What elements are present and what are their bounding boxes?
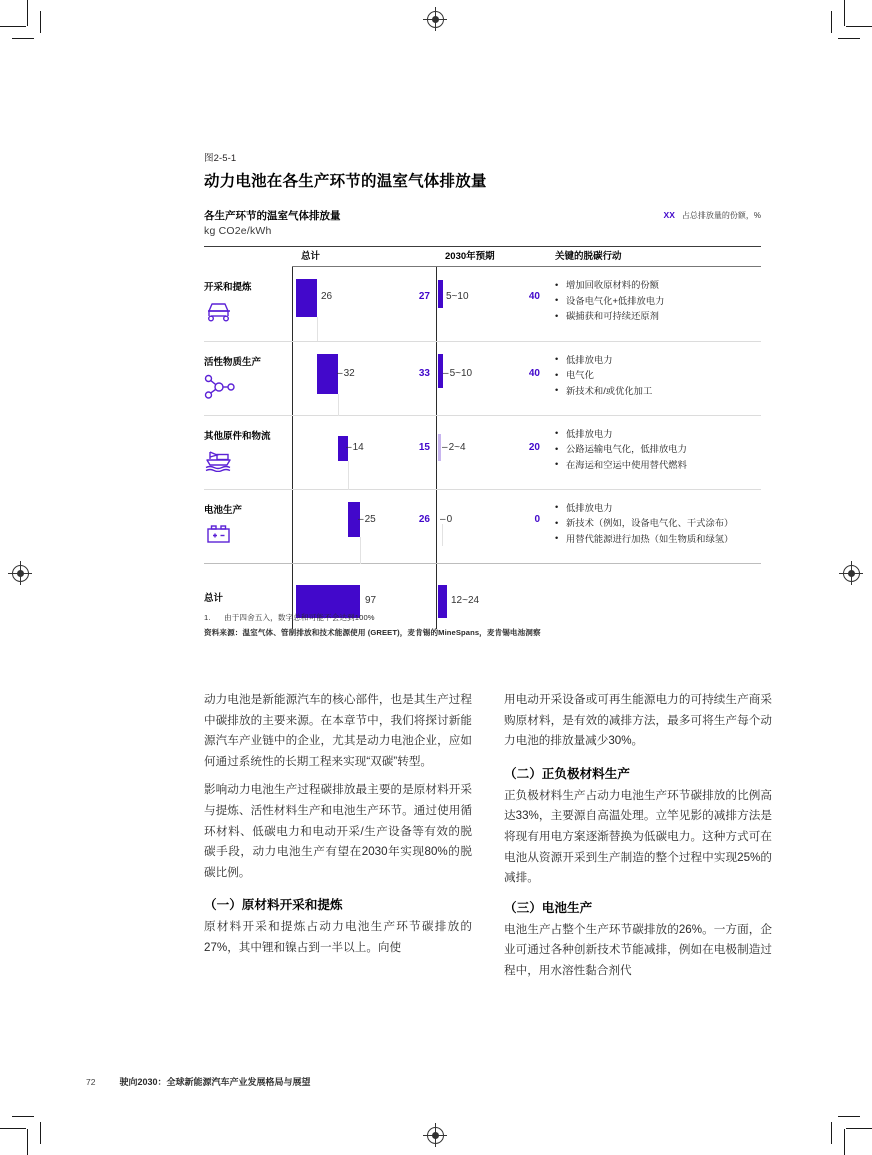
row-total-cell [292,267,436,341]
mining-truck-icon [204,299,292,328]
bar-value-label: – 32 [337,368,355,379]
list-item: • 在海运和空运中使用替代燃料 [555,458,761,474]
table-row [204,415,761,489]
row-actions-cell [546,415,761,489]
trim-mark-tr-v [831,11,832,33]
header-total: 总计 [292,247,436,267]
axis-line-total [292,490,293,563]
crop-mark-tr-v [844,0,845,26]
connector-line [360,537,361,564]
trim-mark-tl-v [40,11,41,33]
crop-mark-br-h [846,1128,872,1129]
body-text [204,690,772,990]
paragraph: 影响动力电池生产过程碳排放最主要的是原材料开采与提炼、活性材料生产和电池生产环节。通过使用循环材料、低碳电力和电动开采/生产设备等有效的脱碳手段，动力电池生产有望在2030年实现80%的脱碳比例。 [204,783,472,879]
row-stage-cell [204,267,292,341]
section-heading: （一）原材料开采和提炼 [204,898,343,913]
row-actions-cell [546,341,761,415]
bar-percent-label: 15 [418,441,430,453]
axis-line-total [292,267,293,341]
row-total-cell [292,341,436,415]
body-column-left [204,690,472,990]
total-2030-value-label: 12~24 [451,594,480,606]
registration-mark-bottom [427,1127,444,1144]
stage-label: 其他原件和物流 [204,430,271,442]
header-stage [204,247,292,252]
paragraph: 电池生产占整个生产环节碳排放的26%。一方面，企业可通过各种创新技术节能减排，例如在电极制造过程中，用水溶性黏合剂代 [504,922,772,977]
stage-label: 电池生产 [204,504,243,516]
connector-line [348,461,349,490]
trim-mark-tl-h [12,38,34,39]
bar-percent-label: 33 [418,367,430,379]
crop-mark-tl-h [0,26,26,27]
cargo-ship-icon [204,448,292,477]
bar-value-label: 26 [321,291,333,302]
row-stage-cell [204,341,292,415]
list-item: • 新技术和/或优化加工 [555,384,761,400]
crop-mark-bl-v [27,1129,28,1155]
row-stage-cell [204,489,292,563]
list-item: • 低排放电力 [555,427,761,443]
footnote-text: 由于四舍五入，数字总和可能不会达到100% [224,613,375,622]
list-item: • 公路运输电气化，低排放电力 [555,442,761,458]
legend-key: XX [663,210,675,220]
registration-mark-top [427,11,444,28]
trim-mark-tr-h [838,38,860,39]
row-total-cell [292,489,436,563]
row-stage-cell [204,415,292,489]
axis-line-2030 [436,490,437,563]
paragraph: 用电动开采设备或可再生能源电力的可持续生产商采购原材料，是有效的减排方法，最多可将生产每个动力电池的排放量减少30%。 [504,693,772,748]
bar-2030-value-label: – 2~4 [442,442,466,453]
bar-2030-value-label: 5~10 [446,291,469,302]
paragraph: 动力电池是新能源汽车的核心部件，也是其生产过程中碳排放的主要来源。在本章节中，我们将探讨新能源汽车产业链中的企业，尤其是动力电池企业，应如何通过系统性的长期工程来实现“双碳”转型。 [204,693,472,768]
axis-line-total [292,342,293,415]
row-actions-cell [546,489,761,563]
footer-title: 驶向2030：全球新能源汽车产业发展格局与展望 [119,1077,311,1087]
bar-2030-percent-label: 40 [528,291,540,302]
table-header-row [204,247,761,268]
list-item: • 碳捕获和可持续还原剂 [555,309,761,325]
paragraph: 原材料开采和提炼占动力电池生产环节碳排放的27%，其中锂和镍占到一半以上。向使 [204,920,472,954]
section-heading: （三）电池生产 [504,900,593,915]
connector-line [338,394,339,416]
figure-notes [204,612,764,638]
bar-2030-percent-label: 0 [534,513,540,525]
molecule-icon [204,374,292,405]
crop-mark-tl-v [27,0,28,26]
trim-mark-bl-h [12,1116,34,1117]
table-row [204,341,761,415]
list-item: • 低排放电力 [555,353,761,369]
row-total-cell [292,415,436,489]
crop-mark-tr-h [846,26,872,27]
bar-value-label: – 25 [358,514,376,525]
figure-block [204,150,761,629]
figure-number: 图2-5-1 [204,153,237,164]
registration-mark-left [12,565,29,582]
crop-mark-br-v [844,1129,845,1155]
figure-legend [664,208,761,221]
figure-subtitle: 各生产环节的温室气体排放量 [204,210,341,222]
figure-unit: kg CO2e/kWh [204,225,272,237]
actions-list [546,342,761,400]
header-2030: 2030年预期 [436,247,546,267]
bar-2030-value-label: – 5~10 [443,368,472,379]
list-item: • 电气化 [555,368,761,384]
stage-label: 活性物质生产 [204,356,262,368]
bar-total [317,354,338,394]
list-item: • 低排放电力 [555,501,761,517]
total-label: 总计 [204,592,224,604]
crop-mark-bl-h [0,1128,26,1129]
connector-line [317,317,318,341]
row-2030-cell [436,267,546,341]
list-item: • 设备电气化+低排放电力 [555,294,761,310]
section-heading: （二）正负极材料生产 [504,766,630,781]
body-column-right [504,690,772,990]
bar-2030 [438,280,443,308]
legend-label: 占总排放量的份额，% [681,211,761,220]
figure-source: 资料来源：温室气体、管制排放和技术能源使用 (GREET)，麦肯锡的MineSpans，麦肯锡电池洞察 [204,628,541,637]
bar-2030-percent-label: 20 [528,441,540,453]
list-item: • 增加回收原材料的份额 [555,278,761,294]
registration-mark-right [843,565,860,582]
connector-line-2030 [442,524,443,546]
bar-2030 [438,434,441,461]
page-number: 72 [86,1077,96,1087]
bar-total [296,279,317,317]
paragraph: 正负极材料生产占动力电池生产环节碳排放的比例高达33%，主要源自高温处理。立竿见影的减排方法是将现有用电方案逐渐替换为低碳电力。这种方式可在电池从资源开采到生产制造的整个过程中实现25%的减排。 [504,788,772,885]
battery-icon [204,522,292,551]
stage-label: 开采和提炼 [204,282,252,293]
actions-list [546,267,761,325]
row-2030-cell [436,489,546,563]
bar-percent-label: 27 [418,291,430,302]
footnote [204,612,764,623]
table-row [204,489,761,563]
row-2030-cell [436,341,546,415]
header-actions: 关键的脱碳行动 [546,247,761,267]
page-footer [86,1075,311,1088]
axis-line-total [292,416,293,489]
list-item: • 新技术（例如，设备电气化、干式涂布） [555,516,761,532]
bar-2030-percent-label: 40 [528,367,540,379]
figure-title: 动力电池在各生产环节的温室气体排放量 [204,173,487,190]
actions-list [546,416,761,474]
footnote-index: 1. [204,613,211,622]
trim-mark-bl-v [40,1122,41,1144]
row-actions-cell [546,267,761,341]
bar-2030-value-label: – 0 [440,514,452,525]
figure-subhead [204,208,761,237]
bar-percent-label: 26 [418,513,430,525]
trim-mark-br-v [831,1122,832,1144]
emissions-table [204,246,761,629]
table-row [204,267,761,341]
list-item: • 用替代能源进行加热（如生物质和绿氢） [555,532,761,548]
actions-list [546,490,761,548]
row-2030-cell [436,415,546,489]
trim-mark-br-h [838,1116,860,1117]
total-value-label: 97 [365,594,377,606]
bar-value-label: – 14 [346,442,364,453]
